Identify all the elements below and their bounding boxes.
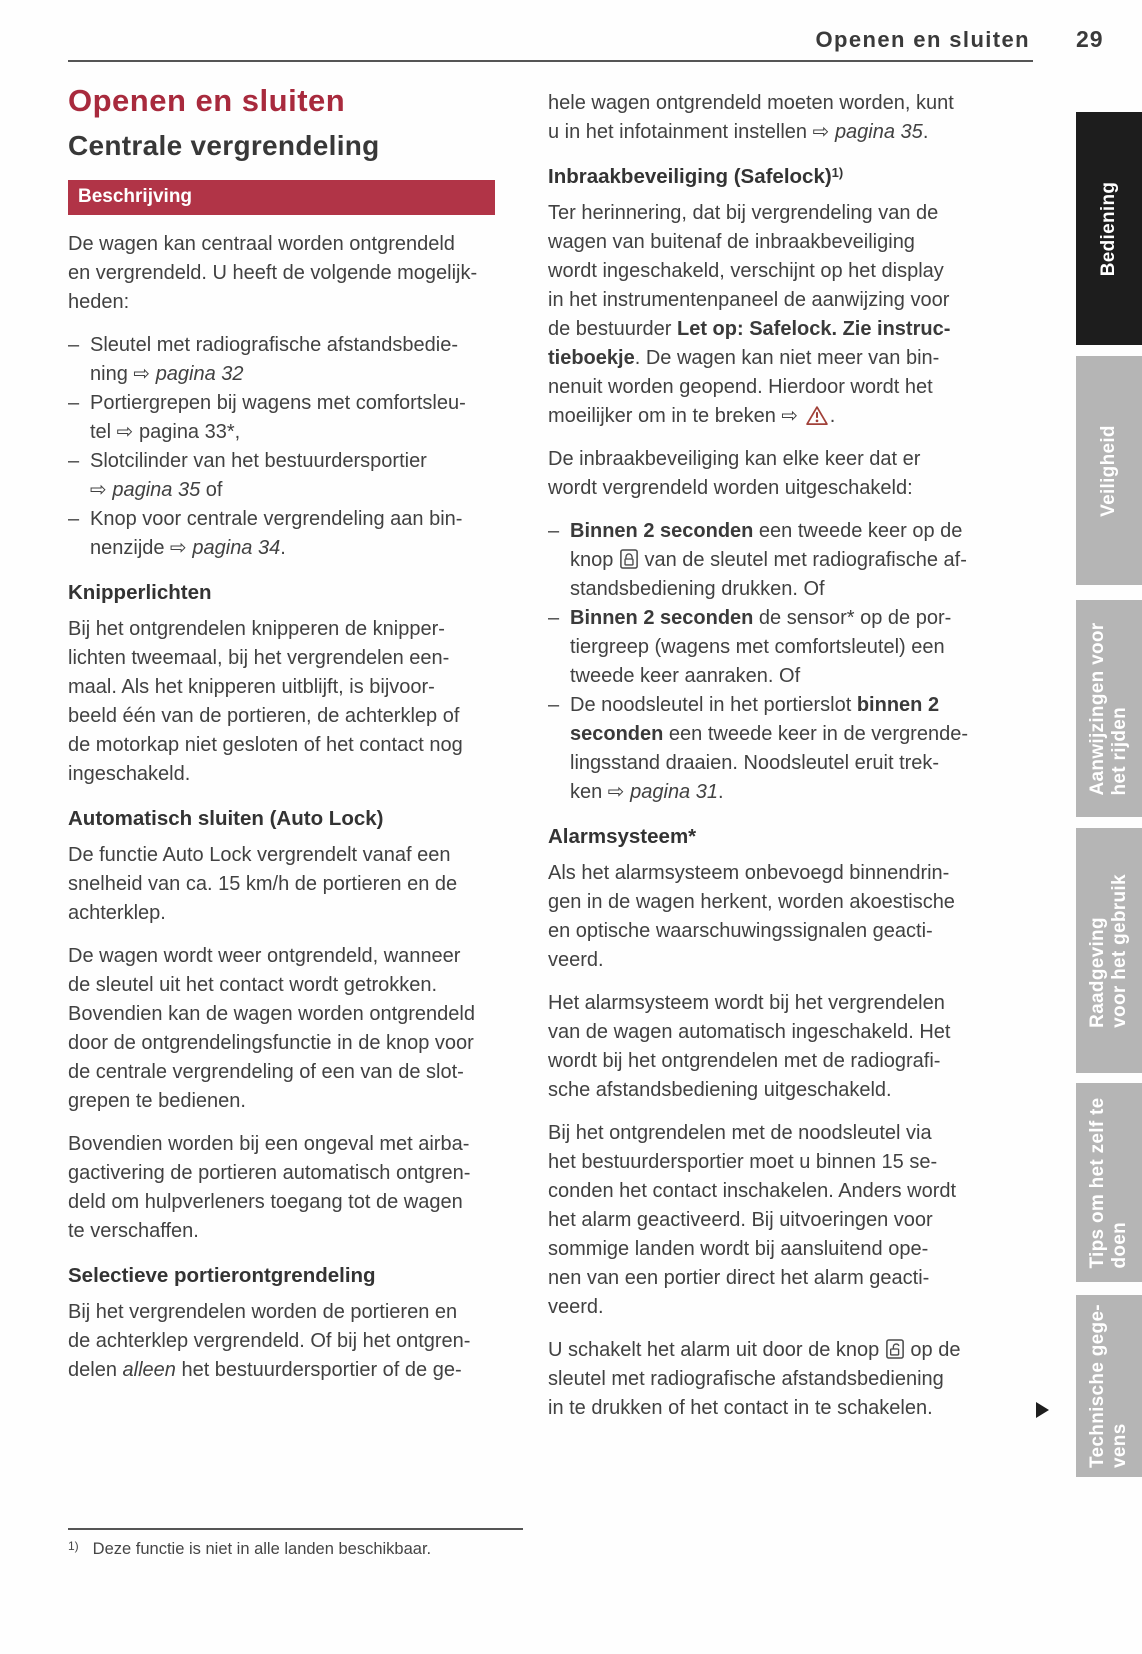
- list-item: – Slotcilinder van het bestuurdersportier ⇨ pagina 35 of: [68, 447, 530, 505]
- subsection-heading: Automatisch sluiten (Auto Lock): [68, 807, 384, 830]
- list-item: – Binnen 2 seconden de sensor* op de por- tiergreep (wagens met comfortsleutel) een tweede keer aanraken. Of: [548, 604, 1016, 691]
- thumb-tab-label: Technische gege- vens: [1087, 1304, 1130, 1468]
- thumb-tab-label: Bediening: [1098, 181, 1119, 276]
- paragraph: De wagen kan centraal worden ontgrendeld en vergrendeld. U heeft de volgende mogelijk- heden:: [68, 233, 478, 313]
- paragraph: Ter herinnering, dat bij vergrendeling van de wagen van buitenaf de inbraakbeveiliging wordt ingeschakeld, verschijnt op het display in het instrumentenpaneel de aanwijzing voor de bestuurder Let op: Safelock. Zie instruc- tieboekje. De wagen kan niet meer van bin- nenuit worden geopend. Hierdoor wordt het moeilijker om in te breken ⇨ .: [548, 202, 951, 427]
- subsection-heading: Selectieve portierontgrendeling: [68, 1264, 376, 1287]
- bullet-list: [548, 517, 1016, 807]
- bullet-list: [68, 331, 530, 563]
- list-item: – Portiergrepen bij wagens met comfortsleu- tel ⇨ pagina 33*,: [68, 389, 530, 447]
- thumb-tab-tips-om-het-zelf-te-doen: [1076, 1083, 1142, 1282]
- paragraph: Bij het ontgrendelen met de noodsleutel via het bestuurdersportier moet u binnen 15 se- conden het contact inschakelen. Anders wordt het alarm geactiveerd. Bij uitvoeringen voor sommige landen wordt bij aansluitend ope- nen van een portier direct het alarm geacti- veerd.: [548, 1122, 957, 1318]
- section-heading: Centrale vergrendeling: [68, 130, 380, 161]
- subsection-heading: Knipperlichten: [68, 581, 212, 604]
- subsection-heading: Alarmsysteem*: [548, 825, 697, 848]
- footnote-marker: 1): [68, 1539, 79, 1553]
- thumb-tab-label: Tips om het zelf te doen: [1087, 1096, 1130, 1269]
- paragraph: hele wagen ontgrendeld moeten worden, kunt u in het infotainment instellen ⇨ pagina 35.: [548, 92, 954, 143]
- thumb-tab-bediening: [1076, 112, 1142, 345]
- thumb-tab-raadgeving-voor-het-gebruik: [1076, 828, 1142, 1073]
- paragraph: De functie Auto Lock vergrendelt vanaf een snelheid van ca. 15 km/h de portieren en de achterklep.: [68, 844, 458, 924]
- footnote-text: Deze functie is niet in alle landen beschikbaar.: [92, 1540, 432, 1558]
- list-item: – De noodsleutel in het portierslot binnen 2 seconden een tweede keer in de vergrende- lingsstand draaien. Noodsleutel eruit trek- ken ⇨ pagina 31.: [548, 691, 1016, 807]
- paragraph: U schakelt het alarm uit door de knop op de sleutel met radiografische afstandsbediening in te drukken of het contact in te schakelen.: [548, 1339, 961, 1419]
- column-right: [548, 84, 1016, 1437]
- warning-triangle-icon: [805, 405, 829, 426]
- column-left: [68, 84, 530, 1399]
- subsection-heading: Inbraakbeveiliging (Safelock)$^{1)}$: [548, 165, 844, 188]
- paragraph: Bij het vergrendelen worden de portieren en de achterklep vergrendeld. Of bij het ontgren- delen alleen het bestuurdersportier of de ge-: [68, 1301, 471, 1381]
- paragraph: De inbraakbeveiliging kan elke keer dat er wordt vergrendeld worden uitgeschakeld:: [548, 448, 921, 499]
- page-number: 29: [1076, 26, 1104, 52]
- thumb-tab-label: Veiligheid: [1098, 424, 1119, 517]
- paragraph: De wagen wordt weer ontgrendeld, wanneer de sleutel uit het contact wordt getrokken. Bovendien kan de wagen worden ontgrendeld door de ontgrendelingsfunctie in de knop voor de centrale vergrendeling of een van de slot- grepen te bedienen.: [68, 945, 475, 1112]
- paragraph: Bovendien worden bij een ongeval met airba- gactivering de portieren automatisch ontgren- deld om hulpverleners toegang tot de wagen te verschaffen.: [68, 1133, 471, 1242]
- thumb-tab-technische-gegevens: [1076, 1295, 1142, 1477]
- thumb-tab-label: Raadgeving voor het gebruik: [1087, 873, 1130, 1028]
- header-section-title: Openen en sluiten: [815, 27, 1030, 52]
- list-item: – Knop voor centrale vergrendeling aan bin- nenzijde ⇨ pagina 34.: [68, 505, 530, 563]
- thumb-tab-label: Aanwijzingen voor het rijden: [1087, 622, 1130, 795]
- header-rule: [68, 60, 1033, 62]
- paragraph: Bij het ontgrendelen knipperen de knipper- lichten tweemaal, bij het vergrendelen een- maal. Als het knipperen uitblijft, is bijvoor- beeld één van de portieren, de achterklep of de motorkap niet gesloten of het contact nog ingeschakeld.: [68, 618, 463, 785]
- paragraph: Als het alarmsysteem onbevoegd binnendrin- gen in de wagen herkent, worden akoestische en optische waarschuwingssignalen geacti- veerd.: [548, 862, 955, 971]
- description-band: Beschrijving: [68, 180, 495, 215]
- unlock-button-icon: [886, 1339, 904, 1359]
- footnote-rule: [68, 1528, 523, 1530]
- lock-button-icon: [620, 549, 638, 569]
- thumb-tab-veiligheid: [1076, 356, 1142, 585]
- list-item: – Binnen 2 seconden een tweede keer op de knop van de sleutel met radiografische af- standsbediening drukken. Of: [548, 517, 1016, 604]
- footnote: [68, 1540, 538, 1559]
- chapter-heading: Openen en sluiten: [68, 83, 346, 118]
- paragraph: Het alarmsysteem wordt bij het vergrendelen van de wagen automatisch ingeschakeld. Het wordt bij het ontgrendelen met de radiografi- sche afstandsbediening uitgeschakeld.: [548, 992, 951, 1101]
- list-item: – Sleutel met radiografische afstandsbedie- ning ⇨ pagina 32: [68, 331, 530, 389]
- thumb-tab-aanwijzingen-voor-het-rijden: [1076, 600, 1142, 817]
- page-continues-icon: [1036, 1402, 1049, 1418]
